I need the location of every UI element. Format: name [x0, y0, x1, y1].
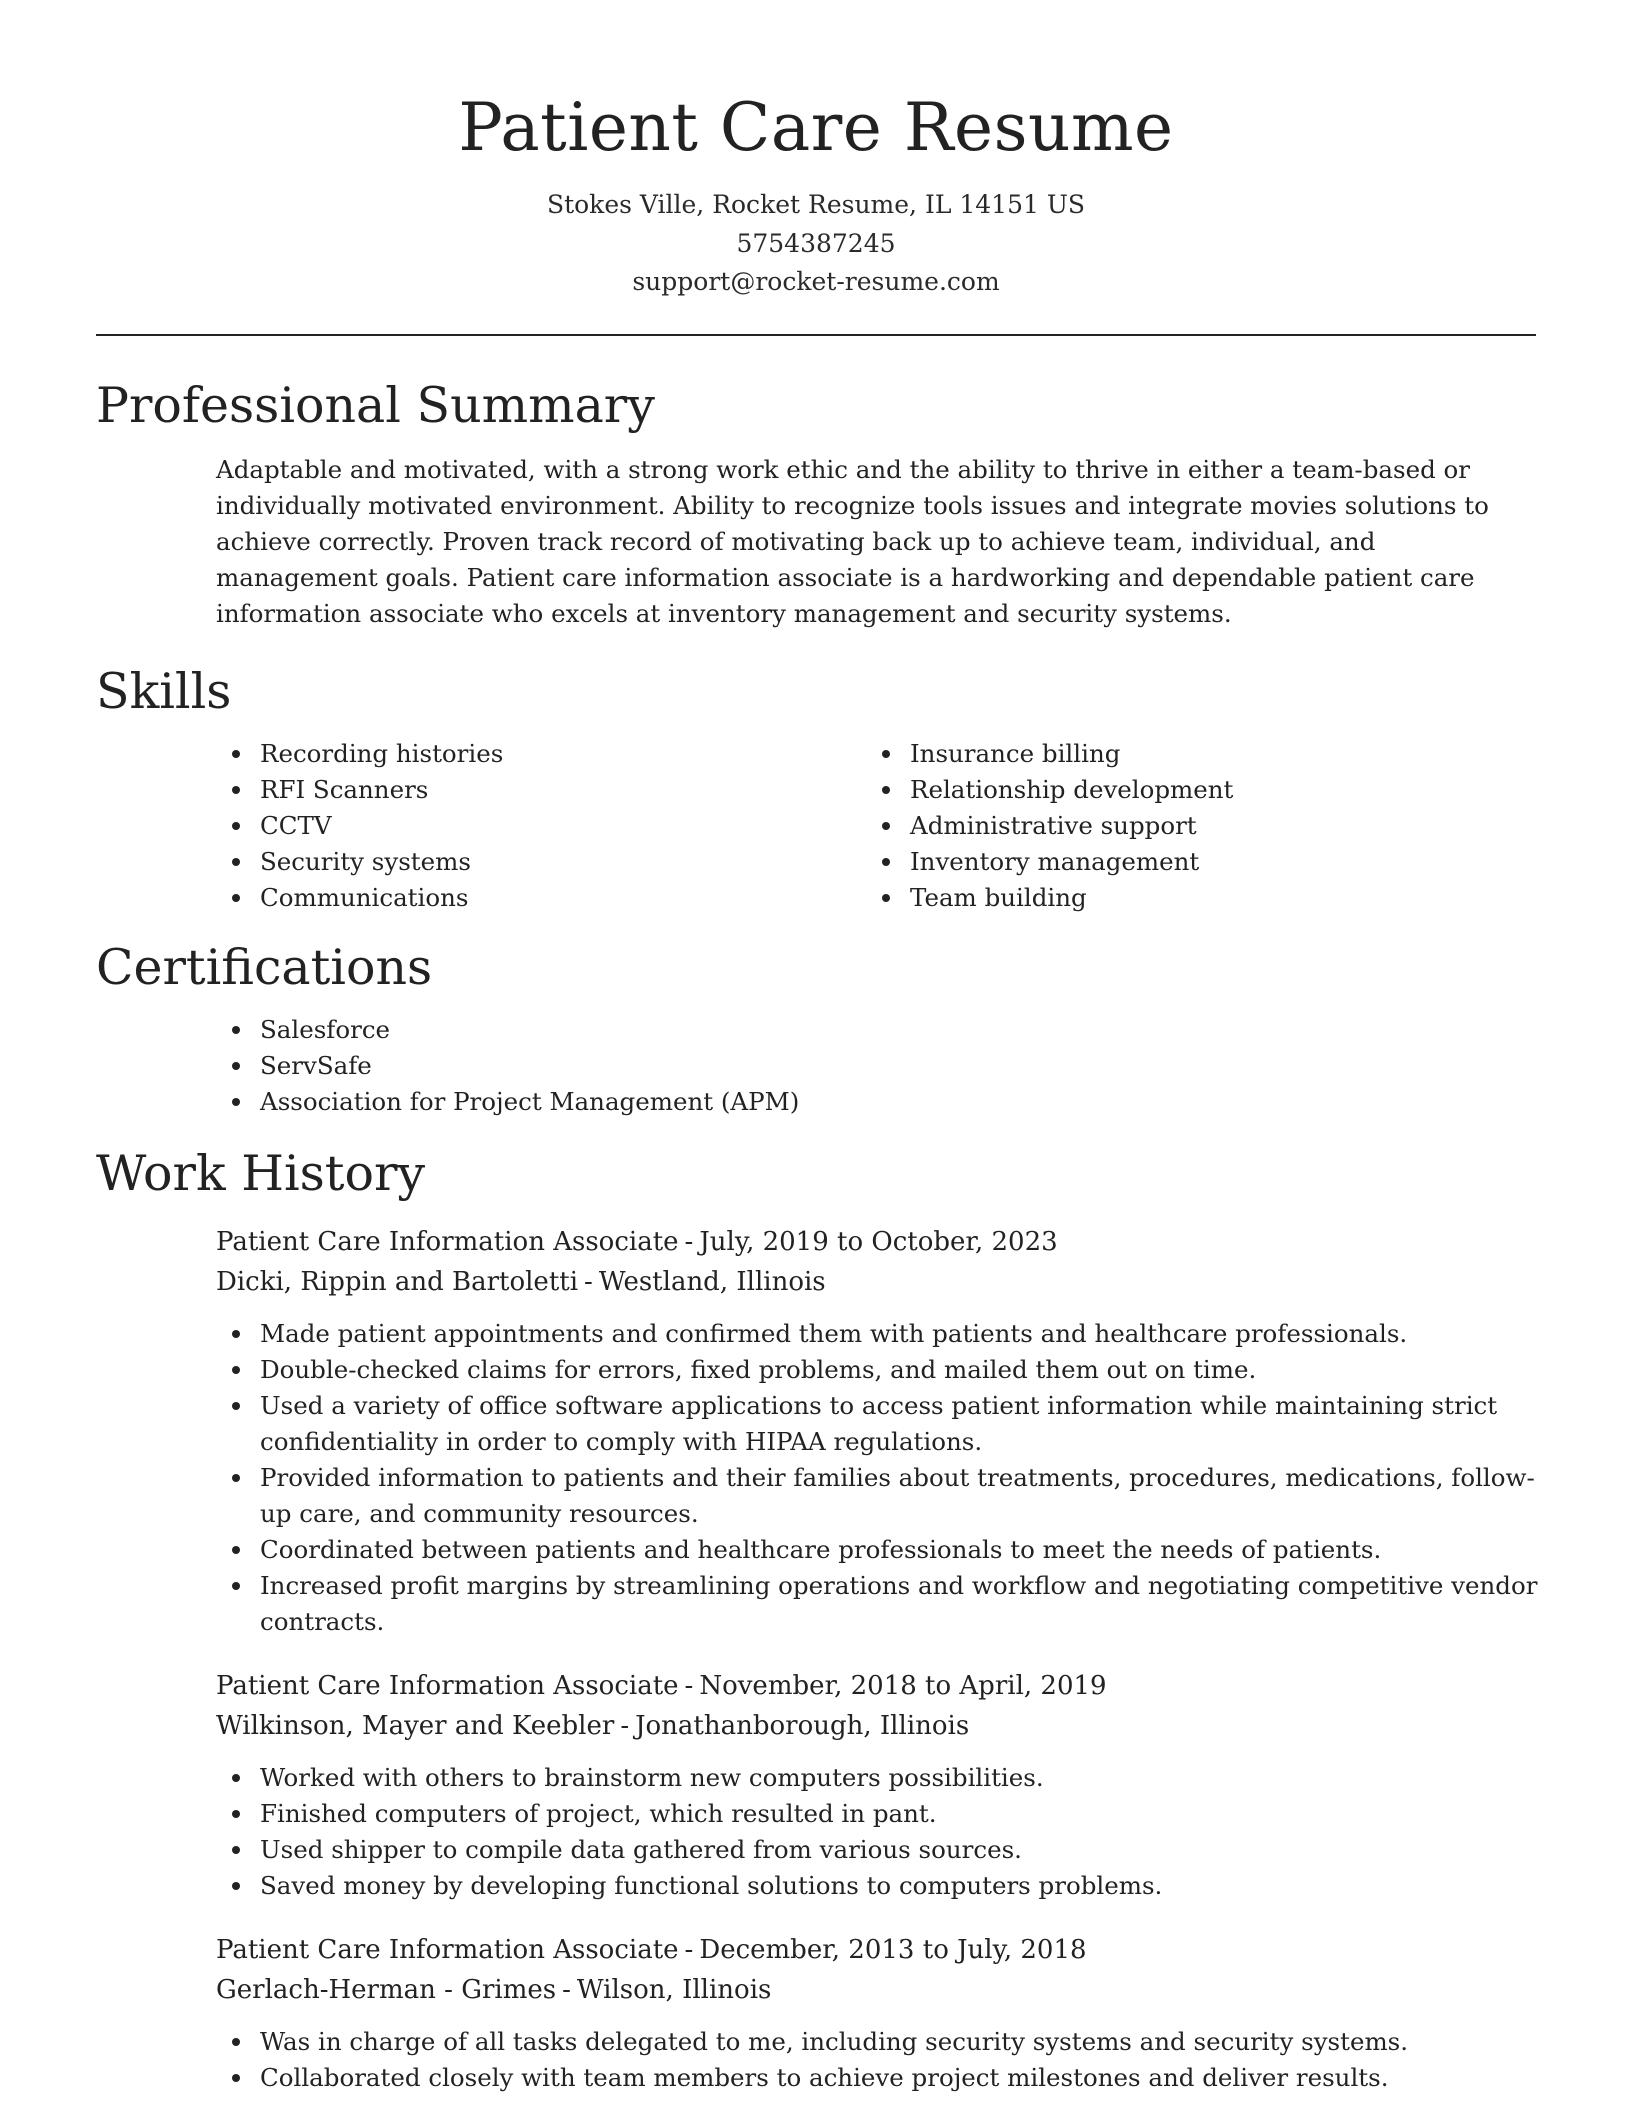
summary-heading: Professional Summary [96, 376, 655, 434]
certification-item: Association for Project Management (APM) [216, 1084, 1536, 1120]
skills-section [96, 660, 1536, 916]
job-dates: November, 2018 to April, 2019 [699, 1670, 1107, 1701]
job-duties-list [216, 1316, 1546, 1640]
job-location: Jonathanborough, Illinois [635, 1710, 970, 1741]
resume-name: Patient Care Resume [458, 89, 1174, 166]
job-company-line [216, 1970, 1536, 2010]
certification-item: Salesforce [216, 1012, 1536, 1048]
skill-item: Security systems [216, 844, 866, 880]
separator: - [684, 1934, 694, 1965]
job-title-line [216, 1666, 1536, 1706]
skill-item: Inventory management [866, 844, 1516, 880]
summary-text: Adaptable and motivated, with a strong work ethic and the ability to thrive in either a team-based or individually motivated environment. Ability to recognize tools issues and integrate movies solutions to achieve correctly. Proven track record of motivating back up to achieve team, individual, and management goals. Patient care information associate is a hardworking and dependable patient care information associate who excels at inventory management and security systems. [216, 454, 1489, 628]
job-title: Patient Care Information Associate [216, 1226, 679, 1257]
skill-item: Team building [866, 880, 1516, 916]
skill-item: Relationship development [866, 772, 1516, 808]
work-history-section [96, 1142, 1536, 2096]
contact-phone: 5754387245 [736, 228, 896, 258]
job-duty: Collaborated closely with team members to achieve project milestones and deliver results. [216, 2060, 1546, 2096]
job-company-line [216, 1262, 1536, 1302]
job-duty: Saved money by developing functional solutions to computers problems. [216, 1868, 1546, 1904]
job-title: Patient Care Information Associate [216, 1934, 679, 1965]
separator: - [584, 1266, 593, 1297]
job-company-line [216, 1706, 1536, 1746]
job-duty: Used shipper to compile data gathered from various sources. [216, 1832, 1546, 1868]
separator: - [620, 1710, 630, 1741]
summary-section [96, 374, 1536, 632]
job-duties-list [216, 1760, 1546, 1904]
skills-list-left [216, 736, 866, 916]
skill-item: RFI Scanners [216, 772, 866, 808]
certifications-heading: Certifications [96, 938, 433, 996]
job-duty: Made patient appointments and confirmed them with patients and healthcare professionals. [216, 1316, 1546, 1352]
job-duty: Provided information to patients and their families about treatments, procedures, medications, follow-up care, and community resources. [216, 1460, 1546, 1532]
certification-item: ServSafe [216, 1048, 1536, 1084]
job-entry [216, 1930, 1536, 2096]
job-company: Gerlach-Herman - Grimes [216, 1974, 557, 2005]
separator: - [684, 1226, 694, 1257]
resume-header [96, 0, 1536, 302]
skill-item: Recording histories [216, 736, 866, 772]
job-dates: July, 2019 to October, 2023 [699, 1226, 1058, 1257]
job-title-line [216, 1930, 1536, 1970]
work-history-heading: Work History [96, 1144, 426, 1202]
skills-column-left [216, 736, 866, 916]
skills-heading: Skills [96, 662, 232, 720]
job-location: Wilson, Illinois [576, 1974, 772, 2005]
skills-grid [216, 736, 1536, 916]
certifications-section [96, 936, 1536, 1120]
job-duties-list [216, 2024, 1546, 2096]
job-company: Wilkinson, Mayer and Keebler [216, 1710, 615, 1741]
contact-email: support@rocket-resume.com [632, 267, 1000, 296]
job-dates: December, 2013 to July, 2018 [699, 1934, 1087, 1965]
contact-address: Stokes Ville, Rocket Resume, IL 14151 US [546, 190, 1086, 219]
job-title-line [216, 1222, 1536, 1262]
certifications-list [216, 1012, 1536, 1120]
job-location: Westland, Illinois [598, 1266, 826, 1297]
separator: - [684, 1670, 694, 1701]
header-divider [96, 334, 1536, 336]
job-duty: Was in charge of all tasks delegated to me, including security systems and security systems. [216, 2024, 1546, 2060]
job-entry [216, 1222, 1536, 1640]
skill-item: CCTV [216, 808, 866, 844]
skills-column-right [866, 736, 1516, 916]
resume-page [96, 0, 1536, 2096]
skill-item: Communications [216, 880, 866, 916]
skill-item: Insurance billing [866, 736, 1516, 772]
job-duty: Double-checked claims for errors, fixed problems, and mailed them out on time. [216, 1352, 1546, 1388]
job-title: Patient Care Information Associate [216, 1670, 679, 1701]
job-duty: Coordinated between patients and healthcare professionals to meet the needs of patients. [216, 1532, 1546, 1568]
job-duty: Worked with others to brainstorm new computers possibilities. [216, 1760, 1546, 1796]
job-entry [216, 1666, 1536, 1904]
skill-item: Administrative support [866, 808, 1516, 844]
job-company: Dicki, Rippin and Bartoletti [216, 1266, 579, 1297]
job-duty: Used a variety of office software applications to access patient information while maintaining strict confidentiality in order to comply with HIPAA regulations. [216, 1388, 1546, 1460]
job-duty: Increased profit margins by streamlining operations and workflow and negotiating competitive vendor contracts. [216, 1568, 1546, 1640]
job-duty: Finished computers of project, which resulted in pant. [216, 1796, 1546, 1832]
separator: - [562, 1974, 571, 2005]
skills-list-right [866, 736, 1516, 916]
contact-block [96, 186, 1536, 302]
